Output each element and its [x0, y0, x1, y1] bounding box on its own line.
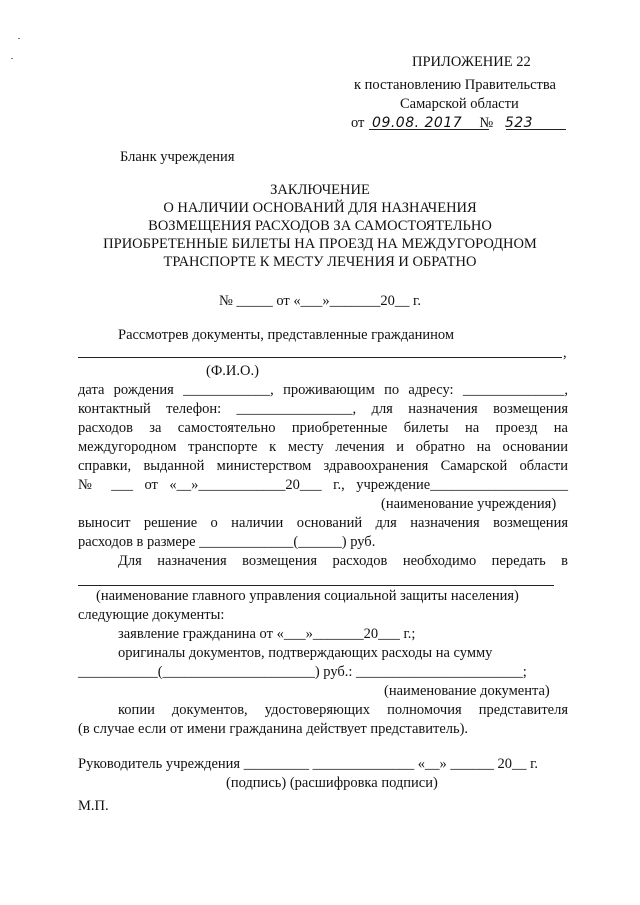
heading-line-5: ТРАНСПОРТЕ К МЕСТУ ЛЕЧЕНИЯ И ОБРАТНО [163, 254, 477, 270]
conclusion-number-line: № _____ от «___»_______20__ г. [219, 293, 421, 309]
document-caption: (наименование документа) [384, 683, 550, 699]
appendix-line3: Самарской области [400, 96, 519, 112]
scan-speck [11, 58, 13, 59]
body-line-17: заявление гражданина от «___»_______20___ г.; [118, 626, 416, 642]
body-line-19: ___________(_____________________) руб.: _______________________; [78, 664, 527, 680]
date-prefix: от [351, 115, 365, 131]
body-line-12: расходов в размере _____________(______) руб. [78, 534, 376, 550]
scan-speck [18, 38, 20, 39]
body-line-6: расходов за самостоятельно приобретенные билеты на проезд на [78, 420, 568, 436]
body-line-18: оригиналы документов, подтверждающих расходы на сумму [118, 645, 493, 661]
number-prefix: № [479, 115, 494, 131]
heading-line-3: ВОЗМЕЩЕНИЯ РАСХОДОВ ЗА САМОСТОЯТЕЛЬНО [148, 218, 492, 234]
body-line-1: Рассмотрев документы, представленные гражданином [118, 327, 455, 343]
body-line-21: копии документов, удостоверяющих полномочия представителя [118, 702, 568, 718]
body-line-9: № ___ от «__»____________20___ г., учреждение___________________ [78, 477, 568, 493]
appendix-line2: к постановлению Правительства [354, 77, 556, 93]
heading-line-2: О НАЛИЧИИ ОСНОВАНИЙ ДЛЯ НАЗНАЧЕНИЯ [163, 200, 477, 216]
body-line-5: контактный телефон: ________________, для назначения возмещения [78, 401, 568, 417]
body-line-4: дата рождения ____________, проживающим по адресу: ______________, [78, 382, 568, 398]
fio-caption: (Ф.И.О.) [206, 363, 259, 379]
social-dept-underline [78, 585, 554, 586]
body-line-7: междугородном транспорте к месту лечения и обратно на основании [78, 439, 568, 455]
stamp-label: М.П. [78, 798, 109, 814]
fio-comma: , [563, 345, 567, 361]
number-underline [506, 129, 566, 130]
date-underline [369, 129, 489, 130]
heading-line-4: ПРИОБРЕТЕННЫЕ БИЛЕТЫ НА ПРОЕЗД НА МЕЖДУГОРОДНОМ [103, 236, 537, 252]
institution-caption: (наименование учреждения) [381, 496, 557, 512]
body-line-13: Для назначения возмещения расходов необходимо передать в [118, 553, 568, 569]
body-line-8: справки, выданной министерством здравоохранения Самарской области [78, 458, 568, 474]
handwritten-number: 523 [504, 115, 534, 131]
social-dept-caption: (наименование главного управления социальной защиты населения) [96, 588, 519, 604]
body-line-22: (в случае если от имени гражданина действует представитель). [78, 721, 469, 737]
signature-caption: (подпись) (расшифровка подписи) [226, 775, 438, 791]
signature-line: Руководитель учреждения _________ ______________ «__» ______ 20__ г. [78, 756, 539, 772]
body-line-16: следующие документы: [78, 607, 225, 623]
appendix-title: ПРИЛОЖЕНИЕ 22 [412, 54, 531, 70]
blank-label: Бланк учреждения [120, 149, 235, 165]
heading-line-1: ЗАКЛЮЧЕНИЕ [270, 182, 370, 198]
fio-underline [78, 357, 562, 358]
body-line-11: выносит решение о наличии оснований для назначения возмещения [78, 515, 568, 531]
handwritten-date: 09.08. 2017 [372, 115, 463, 131]
